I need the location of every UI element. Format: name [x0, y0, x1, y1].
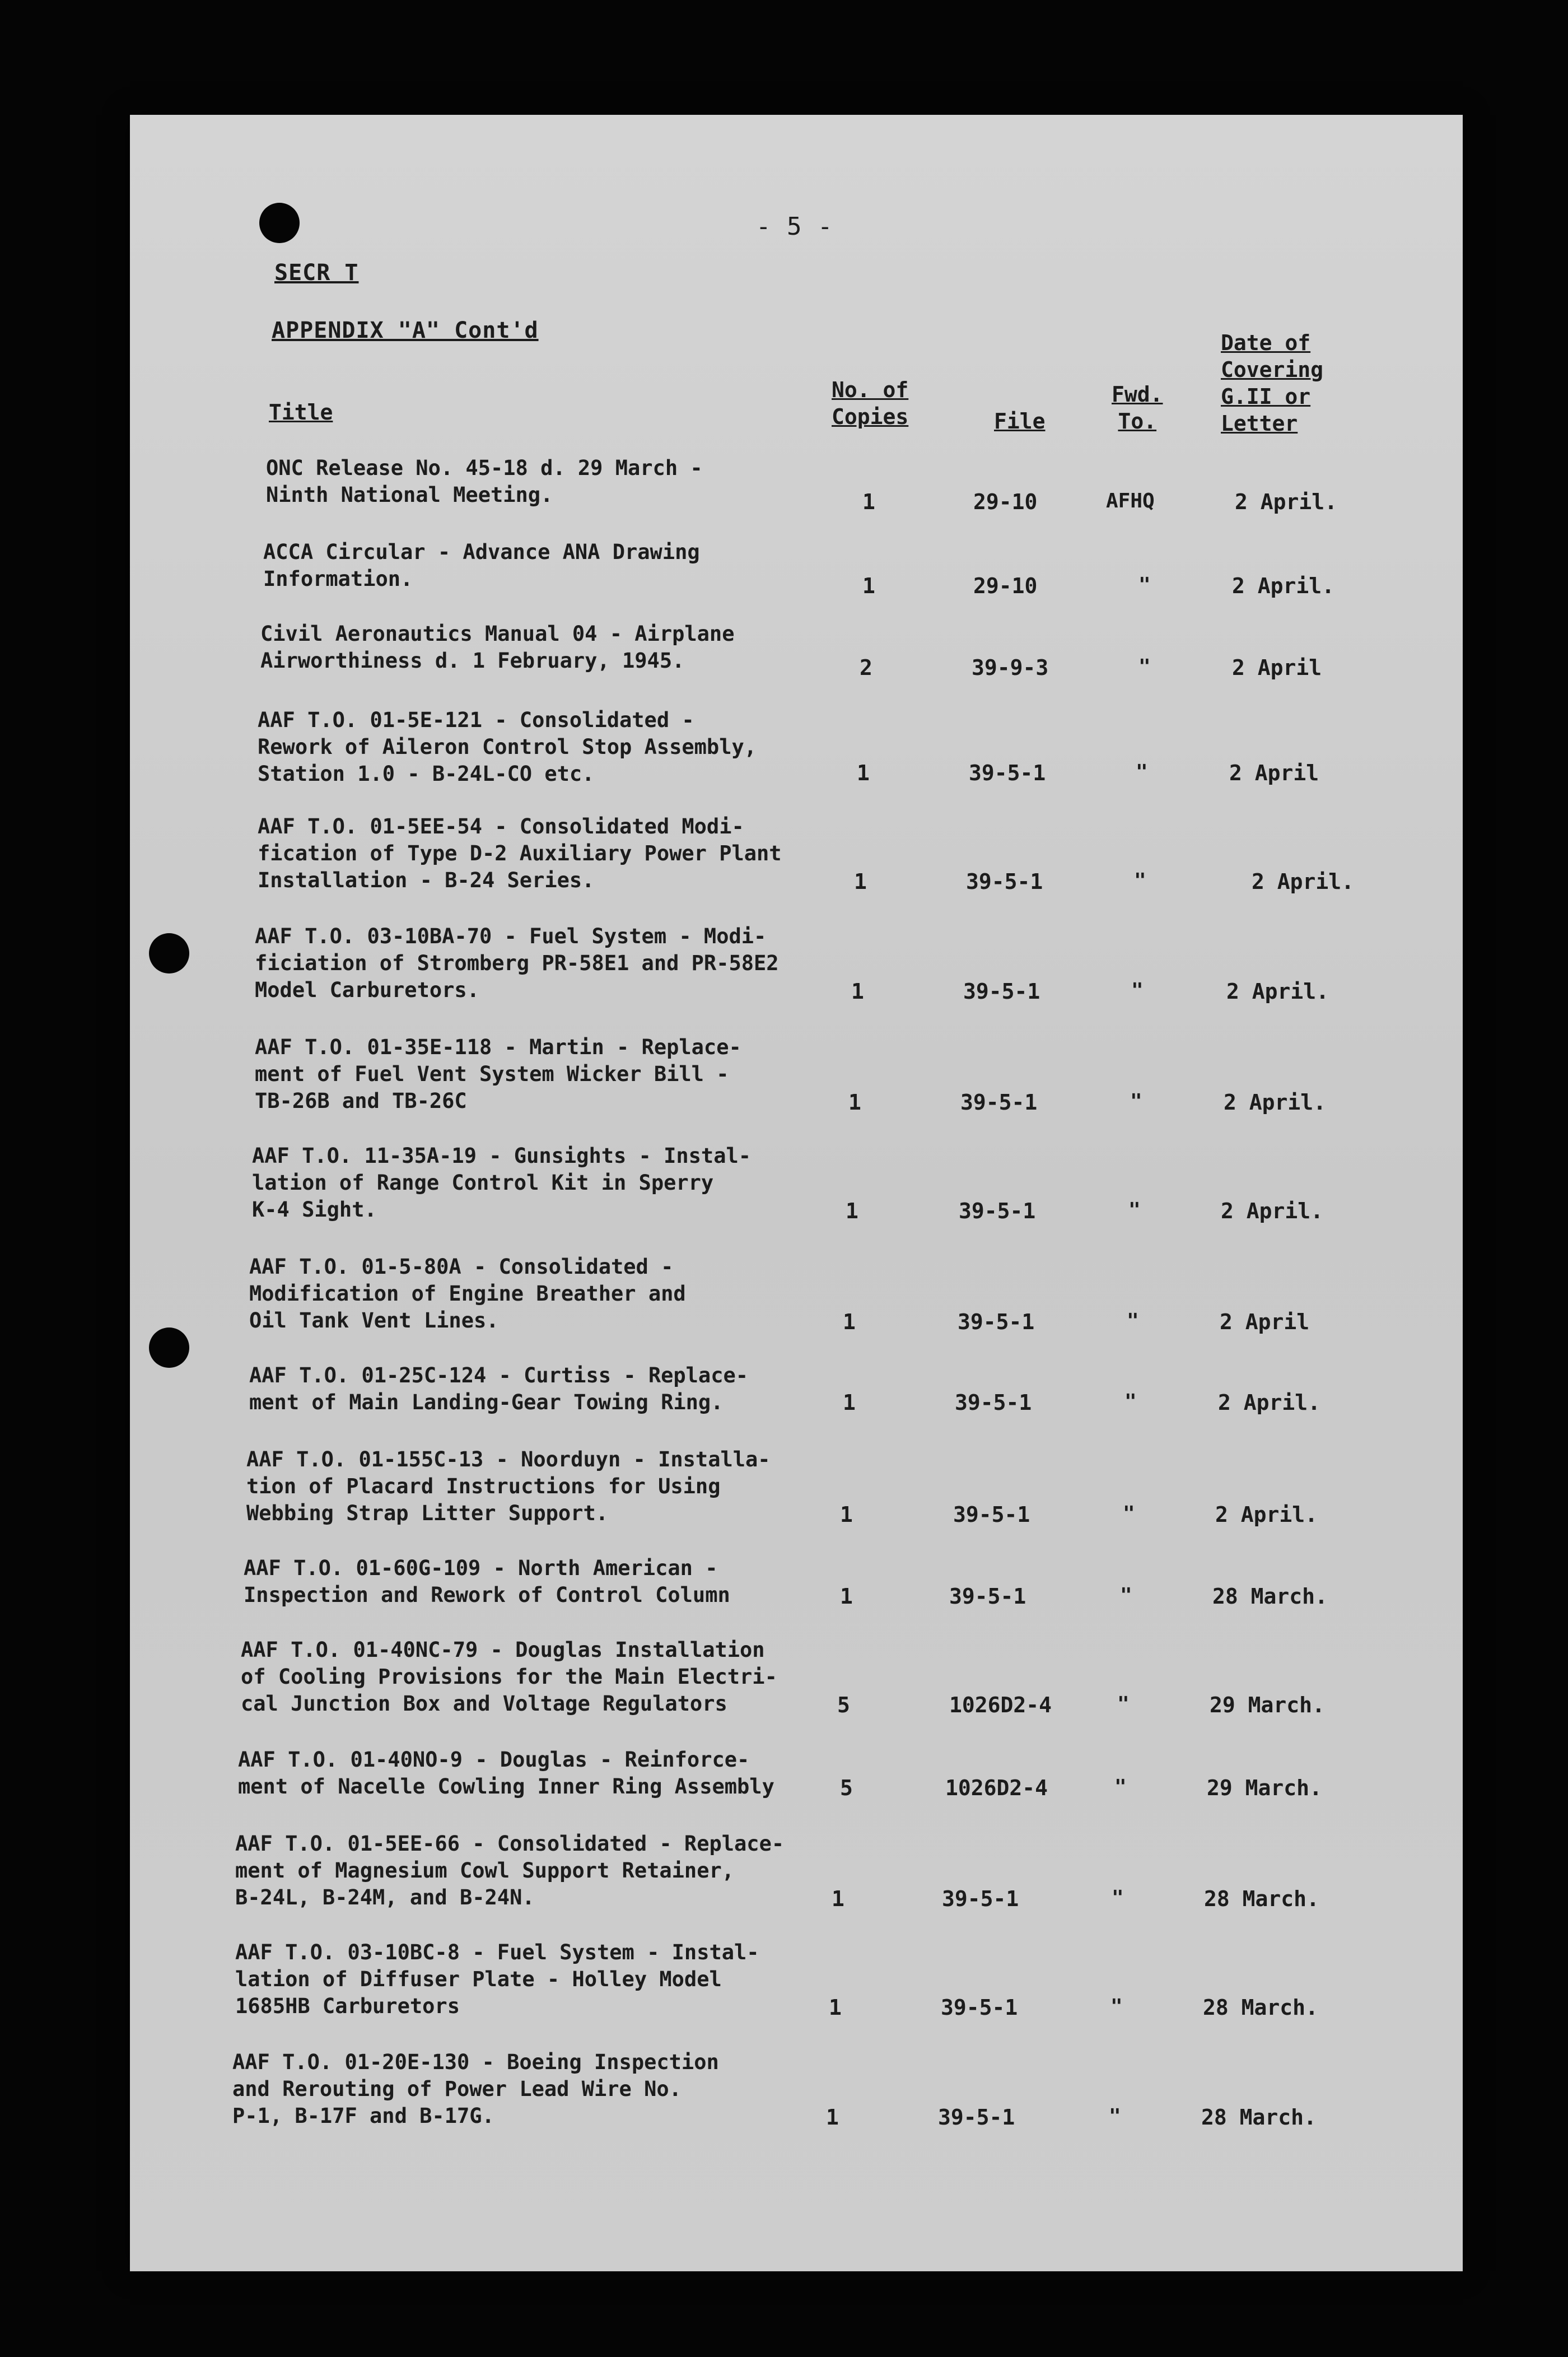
row-date: 29 March. — [1207, 1776, 1322, 1800]
row-title: AAF T.O. 01-40NC-79 - Douglas Installation of Cooling Provisions for the Main Electri- cal Junction Box and Voltage Regulators — [241, 1638, 777, 1716]
row-title: AAF T.O. 01-20E-130 - Boeing Inspection and Rerouting of Power Lead Wire No. P-1, B-17F and B-17G. — [232, 2050, 719, 2128]
row-copies: 1 — [840, 1502, 853, 1527]
page-number: - 5 - — [756, 212, 833, 241]
row-date: 2 April. — [1235, 490, 1338, 514]
row-file: 39-5-1 — [942, 1886, 1019, 1911]
appendix-heading: APPENDIX "A" Cont'd — [272, 318, 539, 343]
row-file: 39-5-1 — [941, 1995, 1018, 2020]
column-header-title: Title — [269, 400, 333, 425]
row-copies: 1 — [826, 2105, 839, 2130]
row-date: 2 April. — [1232, 574, 1335, 598]
row-file: 39-5-1 — [960, 1090, 1038, 1115]
row-title: ACCA Circular - Advance ANA Drawing Information. — [263, 540, 700, 591]
row-title: AAF T.O. 01-5E-121 - Consolidated - Rework of Aileron Control Stop Assembly, Station 1.0 - B-24L-CO etc. — [258, 708, 757, 786]
row-copies: 1 — [829, 1995, 842, 2020]
row-title: AAF T.O. 01-5EE-54 - Consolidated Modi- fication of Type D-2 Auxiliary Power Plant Installation - B-24 Series. — [258, 814, 782, 892]
row-fwd-to: " — [1136, 761, 1148, 784]
row-file: 1026D2-4 — [949, 1693, 1052, 1717]
row-date: 2 April. — [1226, 979, 1329, 1004]
punch-hole-lower — [149, 1327, 189, 1368]
row-copies: 2 — [860, 655, 872, 680]
row-fwd-to: " — [1110, 1995, 1123, 2018]
row-fwd-to: " — [1120, 1584, 1132, 1607]
row-fwd-to: " — [1112, 1886, 1124, 1909]
row-copies: 1 — [843, 1390, 856, 1415]
row-fwd-to: " — [1114, 1776, 1127, 1799]
row-file: 39-5-1 — [969, 761, 1046, 785]
row-date: 2 April — [1232, 655, 1322, 680]
row-date: 2 April. — [1221, 1199, 1324, 1223]
row-date: 2 April — [1220, 1310, 1310, 1334]
row-title: ONC Release No. 45-18 d. 29 March - Ninth National Meeting. — [266, 456, 703, 507]
row-copies: 5 — [840, 1776, 853, 1800]
row-date: 29 March. — [1210, 1693, 1325, 1717]
punch-hole-middle — [149, 933, 189, 973]
column-header-date: Date of Covering G.II or Letter — [1221, 330, 1324, 436]
row-fwd-to: " — [1109, 2105, 1121, 2128]
row-date: 28 March. — [1203, 1995, 1318, 2020]
row-file: 39-5-1 — [958, 1310, 1035, 1334]
column-header-file: File — [994, 409, 1046, 434]
row-date: 28 March. — [1204, 1886, 1319, 1911]
row-file: 39-5-1 — [953, 1502, 1030, 1527]
row-title: AAF T.O. 11-35A-19 - Gunsights - Instal- lation of Range Control Kit in Sperry K-4 Sight. — [252, 1144, 752, 1222]
row-file: 39-5-1 — [949, 1584, 1026, 1609]
row-copies: 1 — [851, 979, 864, 1004]
row-file: 39-9-3 — [972, 655, 1049, 680]
row-title: AAF T.O. 01-5-80A - Consolidated - Modification of Engine Breather and Oil Tank Vent Lines. — [249, 1255, 686, 1333]
row-file: 29-10 — [973, 490, 1038, 514]
row-file: 39-5-1 — [959, 1199, 1036, 1223]
row-fwd-to: " — [1134, 869, 1146, 892]
row-copies: 1 — [832, 1886, 844, 1911]
row-file: 29-10 — [973, 574, 1038, 598]
row-title: AAF T.O. 01-155C-13 - Noorduyn - Installa- tion of Placard Instructions for Using Webbing Strap Litter Support. — [246, 1447, 771, 1525]
row-date: 2 April — [1229, 761, 1319, 785]
row-copies: 1 — [862, 490, 875, 514]
row-date: 28 March. — [1201, 2105, 1317, 2130]
row-title: Civil Aeronautics Manual 04 - Airplane Airworthiness d. 1 February, 1945. — [260, 622, 735, 673]
row-fwd-to: " — [1138, 574, 1151, 597]
row-copies: 1 — [843, 1310, 856, 1334]
row-date: 2 April. — [1224, 1090, 1327, 1115]
row-fwd-to: AFHQ — [1106, 490, 1155, 513]
classification-marking: SECR T — [274, 260, 359, 286]
row-fwd-to: " — [1138, 655, 1151, 678]
row-copies: 1 — [854, 869, 867, 894]
row-fwd-to: " — [1123, 1502, 1135, 1525]
row-date: 2 April. — [1218, 1390, 1321, 1415]
row-fwd-to: " — [1130, 1090, 1142, 1113]
row-date: 28 March. — [1212, 1584, 1328, 1609]
row-title: AAF T.O. 01-40NO-9 - Douglas - Reinforce- ment of Nacelle Cowling Inner Ring Assembly — [238, 1748, 774, 1799]
row-file: 39-5-1 — [966, 869, 1043, 894]
punch-hole-top — [259, 203, 300, 243]
row-title: AAF T.O. 01-5EE-66 - Consolidated - Replace- ment of Magnesium Cowl Support Retainer, B-24L, B-24M, and B-24N. — [235, 1832, 785, 1909]
row-copies: 1 — [857, 761, 870, 785]
row-file: 39-5-1 — [938, 2105, 1015, 2130]
row-copies: 5 — [837, 1693, 850, 1717]
row-title: AAF T.O. 01-35E-118 - Martin - Replace- ment of Fuel Vent System Wicker Bill - TB-26B and TB-26C — [255, 1035, 741, 1113]
row-date: 2 April. — [1252, 869, 1355, 894]
row-title: AAF T.O. 03-10BC-8 - Fuel System - Instal- lation of Diffuser Plate - Holley Model 1685HB Carburetors — [235, 1940, 759, 2018]
row-copies: 1 — [862, 574, 875, 598]
row-file: 39-5-1 — [963, 979, 1040, 1004]
row-copies: 1 — [846, 1199, 858, 1223]
row-title: AAF T.O. 01-60G-109 - North American - Inspection and Rework of Control Column — [244, 1556, 730, 1607]
row-copies: 1 — [848, 1090, 861, 1115]
row-file: 39-5-1 — [955, 1390, 1032, 1415]
row-title: AAF T.O. 03-10BA-70 - Fuel System - Modi- ficiation of Stromberg PR-58E1 and PR-58E2 Model Carburetors. — [255, 924, 779, 1002]
row-copies: 1 — [840, 1584, 853, 1609]
row-fwd-to: " — [1127, 1310, 1139, 1333]
row-file: 1026D2-4 — [945, 1776, 1048, 1800]
row-fwd-to: " — [1124, 1390, 1137, 1413]
row-title: AAF T.O. 01-25C-124 - Curtiss - Replace- ment of Main Landing-Gear Towing Ring. — [249, 1363, 749, 1414]
row-fwd-to: " — [1117, 1693, 1130, 1716]
row-fwd-to: " — [1128, 1199, 1141, 1222]
column-header-copies: No. of Copies — [832, 378, 909, 429]
row-fwd-to: " — [1131, 979, 1144, 1002]
row-date: 2 April. — [1215, 1502, 1318, 1527]
column-header-fwd-to: Fwd. To. — [1112, 382, 1163, 434]
